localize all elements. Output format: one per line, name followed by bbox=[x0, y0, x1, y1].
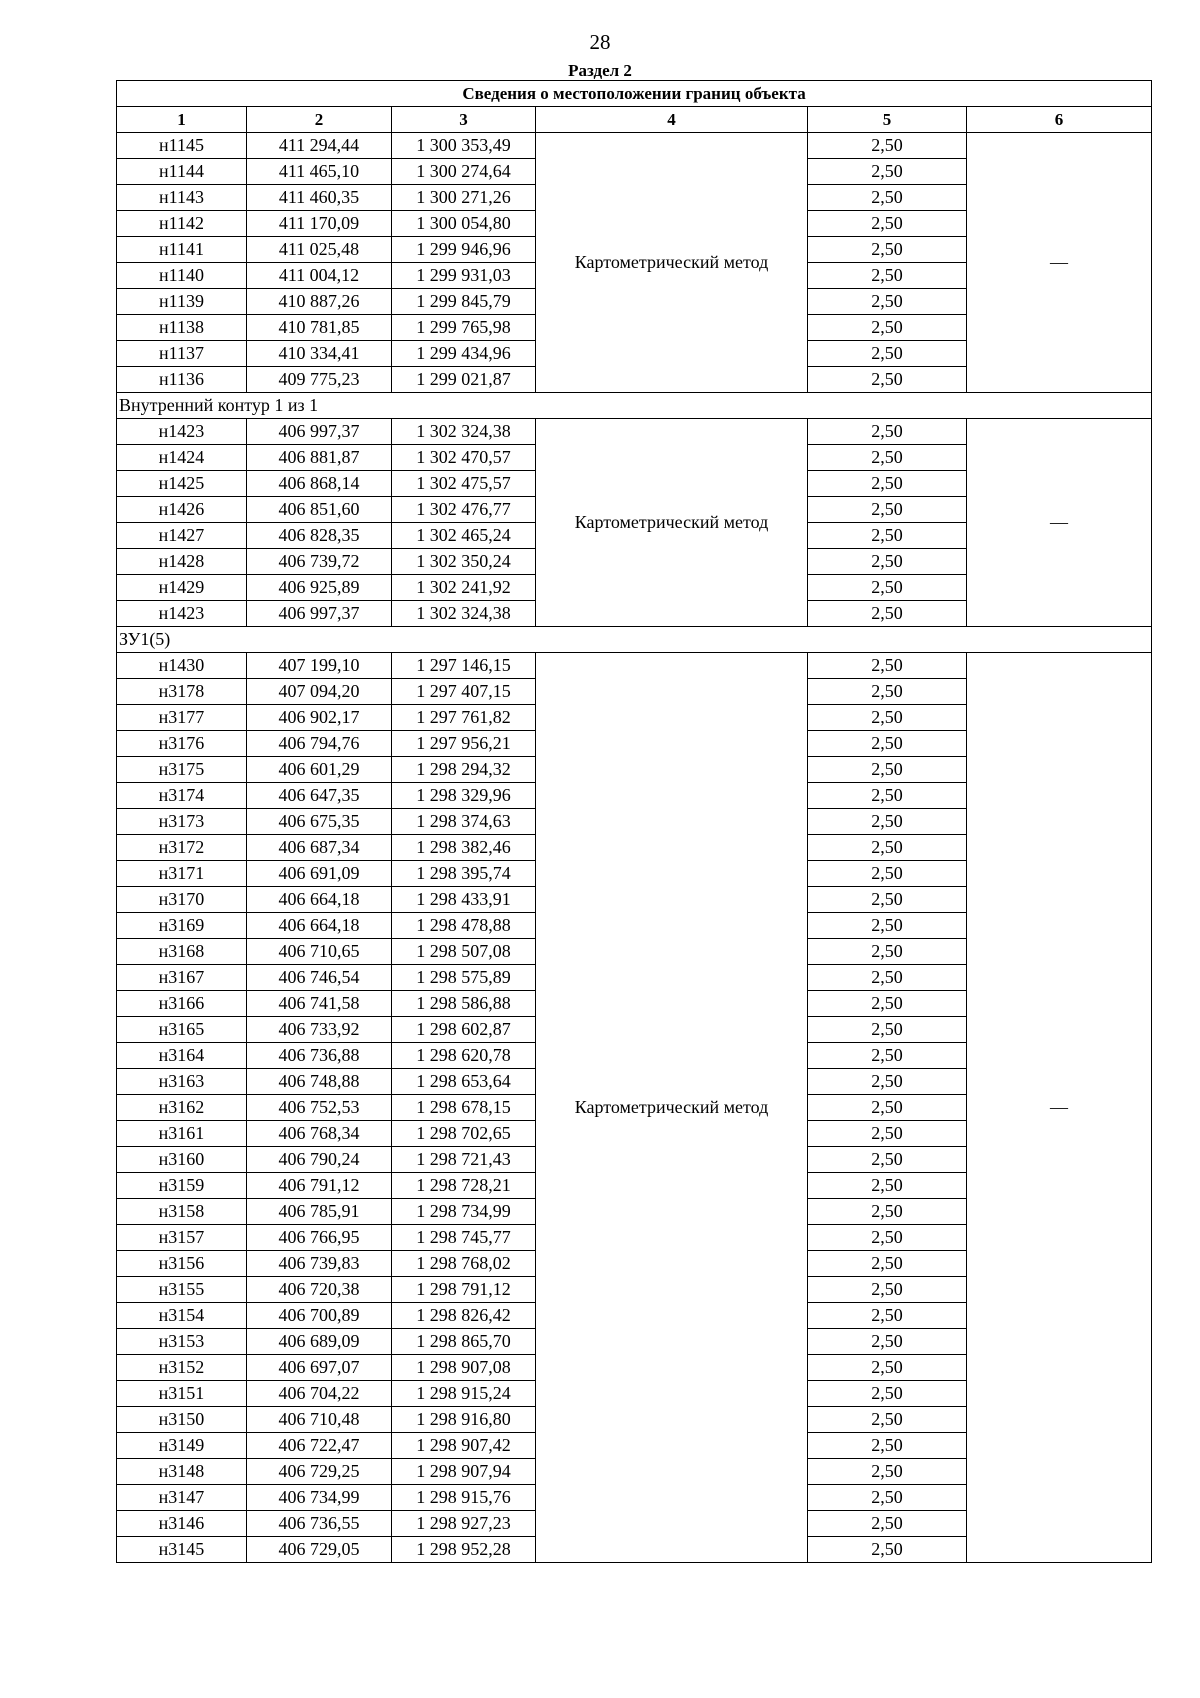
precision-value: 2,50 bbox=[808, 523, 967, 549]
coordinate-y: 1 298 678,15 bbox=[392, 1095, 536, 1121]
precision-value: 2,50 bbox=[808, 1329, 967, 1355]
coordinate-x: 410 781,85 bbox=[247, 315, 392, 341]
coordinate-y: 1 298 374,63 bbox=[392, 809, 536, 835]
coordinate-y: 1 298 329,96 bbox=[392, 783, 536, 809]
point-name: н3155 bbox=[117, 1277, 247, 1303]
coordinate-x: 406 704,22 bbox=[247, 1381, 392, 1407]
precision-value: 2,50 bbox=[808, 1251, 967, 1277]
coordinate-x: 406 748,88 bbox=[247, 1069, 392, 1095]
precision-value: 2,50 bbox=[808, 1407, 967, 1433]
precision-value: 2,50 bbox=[808, 1147, 967, 1173]
coordinate-x: 406 729,05 bbox=[247, 1537, 392, 1563]
column-number: 6 bbox=[967, 107, 1152, 133]
precision-value: 2,50 bbox=[808, 679, 967, 705]
coordinate-y: 1 302 324,38 bbox=[392, 419, 536, 445]
precision-value: 2,50 bbox=[808, 991, 967, 1017]
coordinate-x: 406 828,35 bbox=[247, 523, 392, 549]
precision-value: 2,50 bbox=[808, 731, 967, 757]
coordinate-y: 1 300 054,80 bbox=[392, 211, 536, 237]
coordinate-y: 1 299 845,79 bbox=[392, 289, 536, 315]
point-name: н1137 bbox=[117, 341, 247, 367]
precision-value: 2,50 bbox=[808, 159, 967, 185]
coordinate-x: 406 689,09 bbox=[247, 1329, 392, 1355]
point-name: н3175 bbox=[117, 757, 247, 783]
coordinate-x: 406 736,88 bbox=[247, 1043, 392, 1069]
point-name: н3176 bbox=[117, 731, 247, 757]
coordinate-y: 1 298 865,70 bbox=[392, 1329, 536, 1355]
coordinate-y: 1 302 324,38 bbox=[392, 601, 536, 627]
precision-value: 2,50 bbox=[808, 549, 967, 575]
coordinate-y: 1 302 465,24 bbox=[392, 523, 536, 549]
precision-value: 2,50 bbox=[808, 653, 967, 679]
point-name: н3169 bbox=[117, 913, 247, 939]
coordinate-y: 1 298 734,99 bbox=[392, 1199, 536, 1225]
coordinate-x: 406 710,48 bbox=[247, 1407, 392, 1433]
precision-value: 2,50 bbox=[808, 861, 967, 887]
coordinate-y: 1 298 907,94 bbox=[392, 1459, 536, 1485]
coordinate-y: 1 298 602,87 bbox=[392, 1017, 536, 1043]
coordinate-x: 406 794,76 bbox=[247, 731, 392, 757]
point-name: н3166 bbox=[117, 991, 247, 1017]
point-name: н3159 bbox=[117, 1173, 247, 1199]
precision-value: 2,50 bbox=[808, 1511, 967, 1537]
coordinate-y: 1 298 907,42 bbox=[392, 1433, 536, 1459]
coordinate-y: 1 302 476,77 bbox=[392, 497, 536, 523]
precision-value: 2,50 bbox=[808, 1069, 967, 1095]
point-name: н3173 bbox=[117, 809, 247, 835]
column-number: 2 bbox=[247, 107, 392, 133]
coordinate-x: 409 775,23 bbox=[247, 367, 392, 393]
coordinate-y: 1 298 927,23 bbox=[392, 1511, 536, 1537]
point-name: н1136 bbox=[117, 367, 247, 393]
coordinate-y: 1 298 294,32 bbox=[392, 757, 536, 783]
coordinate-y: 1 298 768,02 bbox=[392, 1251, 536, 1277]
coordinate-x: 411 465,10 bbox=[247, 159, 392, 185]
table-row bbox=[117, 133, 1152, 159]
contour-label-row bbox=[117, 393, 1152, 419]
precision-value: 2,50 bbox=[808, 237, 967, 263]
coordinate-x: 406 902,17 bbox=[247, 705, 392, 731]
precision-value: 2,50 bbox=[808, 471, 967, 497]
point-name: н3177 bbox=[117, 705, 247, 731]
point-name: н1143 bbox=[117, 185, 247, 211]
precision-value: 2,50 bbox=[808, 1277, 967, 1303]
coordinate-y: 1 302 470,57 bbox=[392, 445, 536, 471]
method-cell: Картометрический метод bbox=[536, 419, 808, 627]
coordinate-x: 407 199,10 bbox=[247, 653, 392, 679]
precision-value: 2,50 bbox=[808, 445, 967, 471]
point-name: н3170 bbox=[117, 887, 247, 913]
coordinate-y: 1 302 241,92 bbox=[392, 575, 536, 601]
precision-value: 2,50 bbox=[808, 419, 967, 445]
coordinate-y: 1 297 146,15 bbox=[392, 653, 536, 679]
precision-value: 2,50 bbox=[808, 341, 967, 367]
precision-value: 2,50 bbox=[808, 939, 967, 965]
point-name: н3146 bbox=[117, 1511, 247, 1537]
precision-value: 2,50 bbox=[808, 1459, 967, 1485]
point-name: н3158 bbox=[117, 1199, 247, 1225]
point-name: н1425 bbox=[117, 471, 247, 497]
point-name: н3149 bbox=[117, 1433, 247, 1459]
precision-value: 2,50 bbox=[808, 783, 967, 809]
point-name: н3160 bbox=[117, 1147, 247, 1173]
point-name: н3163 bbox=[117, 1069, 247, 1095]
coordinate-x: 406 790,24 bbox=[247, 1147, 392, 1173]
coordinate-x: 406 785,91 bbox=[247, 1199, 392, 1225]
point-name: н3147 bbox=[117, 1485, 247, 1511]
coordinate-x: 406 881,87 bbox=[247, 445, 392, 471]
point-name: н1424 bbox=[117, 445, 247, 471]
precision-value: 2,50 bbox=[808, 887, 967, 913]
coordinate-x: 406 700,89 bbox=[247, 1303, 392, 1329]
column-number: 4 bbox=[536, 107, 808, 133]
column-number: 3 bbox=[392, 107, 536, 133]
point-name: н1427 bbox=[117, 523, 247, 549]
table-row bbox=[117, 419, 1152, 445]
contour-label: Внутренний контур 1 из 1 bbox=[117, 393, 1152, 419]
precision-value: 2,50 bbox=[808, 1225, 967, 1251]
precision-value: 2,50 bbox=[808, 1433, 967, 1459]
coordinate-x: 406 768,34 bbox=[247, 1121, 392, 1147]
precision-value: 2,50 bbox=[808, 965, 967, 991]
coordinate-y: 1 298 575,89 bbox=[392, 965, 536, 991]
point-name: н3153 bbox=[117, 1329, 247, 1355]
coordinate-y: 1 300 271,26 bbox=[392, 185, 536, 211]
coordinate-x: 411 025,48 bbox=[247, 237, 392, 263]
coordinate-x: 406 739,72 bbox=[247, 549, 392, 575]
note-cell: — bbox=[967, 419, 1152, 627]
precision-value: 2,50 bbox=[808, 1537, 967, 1563]
point-name: н3152 bbox=[117, 1355, 247, 1381]
coordinate-x: 406 720,38 bbox=[247, 1277, 392, 1303]
point-name: н3156 bbox=[117, 1251, 247, 1277]
coordinate-x: 406 601,29 bbox=[247, 757, 392, 783]
precision-value: 2,50 bbox=[808, 1017, 967, 1043]
coordinate-y: 1 298 620,78 bbox=[392, 1043, 536, 1069]
point-name: н3154 bbox=[117, 1303, 247, 1329]
coordinate-x: 407 094,20 bbox=[247, 679, 392, 705]
precision-value: 2,50 bbox=[808, 1121, 967, 1147]
coordinate-y: 1 298 586,88 bbox=[392, 991, 536, 1017]
coordinate-x: 410 334,41 bbox=[247, 341, 392, 367]
coordinate-y: 1 297 956,21 bbox=[392, 731, 536, 757]
point-name: н3178 bbox=[117, 679, 247, 705]
precision-value: 2,50 bbox=[808, 705, 967, 731]
precision-value: 2,50 bbox=[808, 1381, 967, 1407]
point-name: н3162 bbox=[117, 1095, 247, 1121]
precision-value: 2,50 bbox=[808, 913, 967, 939]
page-number: 28 bbox=[589, 30, 611, 54]
precision-value: 2,50 bbox=[808, 133, 967, 159]
coordinate-y: 1 299 021,87 bbox=[392, 367, 536, 393]
section-title: Раздел 2 bbox=[568, 61, 632, 80]
point-name: н1423 bbox=[117, 601, 247, 627]
coordinate-x: 406 664,18 bbox=[247, 913, 392, 939]
point-name: н1428 bbox=[117, 549, 247, 575]
coordinate-y: 1 297 407,15 bbox=[392, 679, 536, 705]
point-name: н1429 bbox=[117, 575, 247, 601]
coordinate-y: 1 297 761,82 bbox=[392, 705, 536, 731]
coordinate-x: 406 752,53 bbox=[247, 1095, 392, 1121]
coordinate-y: 1 298 382,46 bbox=[392, 835, 536, 861]
point-name: н3165 bbox=[117, 1017, 247, 1043]
precision-value: 2,50 bbox=[808, 835, 967, 861]
boundary-coordinates-table bbox=[116, 80, 1152, 1563]
coordinate-y: 1 299 931,03 bbox=[392, 263, 536, 289]
point-name: н3171 bbox=[117, 861, 247, 887]
method-cell: Картометрический метод bbox=[536, 653, 808, 1563]
coordinate-x: 406 851,60 bbox=[247, 497, 392, 523]
coordinate-x: 406 664,18 bbox=[247, 887, 392, 913]
coordinate-x: 406 739,83 bbox=[247, 1251, 392, 1277]
coordinate-y: 1 298 915,24 bbox=[392, 1381, 536, 1407]
point-name: н3167 bbox=[117, 965, 247, 991]
coordinate-x: 406 925,89 bbox=[247, 575, 392, 601]
precision-value: 2,50 bbox=[808, 315, 967, 341]
coordinate-x: 406 691,09 bbox=[247, 861, 392, 887]
precision-value: 2,50 bbox=[808, 1095, 967, 1121]
precision-value: 2,50 bbox=[808, 575, 967, 601]
precision-value: 2,50 bbox=[808, 1043, 967, 1069]
coordinate-y: 1 300 274,64 bbox=[392, 159, 536, 185]
point-name: н1144 bbox=[117, 159, 247, 185]
coordinate-y: 1 299 434,96 bbox=[392, 341, 536, 367]
coordinate-x: 411 170,09 bbox=[247, 211, 392, 237]
coordinate-x: 406 997,37 bbox=[247, 419, 392, 445]
point-name: н1139 bbox=[117, 289, 247, 315]
precision-value: 2,50 bbox=[808, 1199, 967, 1225]
coordinate-y: 1 298 728,21 bbox=[392, 1173, 536, 1199]
coordinate-x: 406 766,95 bbox=[247, 1225, 392, 1251]
point-name: н3151 bbox=[117, 1381, 247, 1407]
contour-label-row bbox=[117, 627, 1152, 653]
coordinate-y: 1 298 915,76 bbox=[392, 1485, 536, 1511]
coordinate-x: 411 004,12 bbox=[247, 263, 392, 289]
precision-value: 2,50 bbox=[808, 211, 967, 237]
precision-value: 2,50 bbox=[808, 1303, 967, 1329]
column-number: 5 bbox=[808, 107, 967, 133]
coordinate-x: 406 687,34 bbox=[247, 835, 392, 861]
point-name: н1141 bbox=[117, 237, 247, 263]
column-number-row bbox=[117, 107, 1152, 133]
note-cell: — bbox=[967, 653, 1152, 1563]
point-name: н1145 bbox=[117, 133, 247, 159]
coordinate-y: 1 298 826,42 bbox=[392, 1303, 536, 1329]
coordinate-y: 1 298 952,28 bbox=[392, 1537, 536, 1563]
coordinate-y: 1 298 433,91 bbox=[392, 887, 536, 913]
column-number: 1 bbox=[117, 107, 247, 133]
precision-value: 2,50 bbox=[808, 263, 967, 289]
coordinate-x: 406 741,58 bbox=[247, 991, 392, 1017]
coordinate-y: 1 299 765,98 bbox=[392, 315, 536, 341]
precision-value: 2,50 bbox=[808, 601, 967, 627]
coordinate-y: 1 299 946,96 bbox=[392, 237, 536, 263]
coordinate-x: 406 734,99 bbox=[247, 1485, 392, 1511]
coordinate-y: 1 300 353,49 bbox=[392, 133, 536, 159]
coordinate-y: 1 302 475,57 bbox=[392, 471, 536, 497]
coordinate-x: 406 697,07 bbox=[247, 1355, 392, 1381]
precision-value: 2,50 bbox=[808, 185, 967, 211]
point-name: н3150 bbox=[117, 1407, 247, 1433]
coordinate-x: 411 294,44 bbox=[247, 133, 392, 159]
coordinate-x: 411 460,35 bbox=[247, 185, 392, 211]
coordinate-x: 406 729,25 bbox=[247, 1459, 392, 1485]
coordinate-x: 406 736,55 bbox=[247, 1511, 392, 1537]
precision-value: 2,50 bbox=[808, 1173, 967, 1199]
coordinate-y: 1 298 907,08 bbox=[392, 1355, 536, 1381]
coordinate-x: 410 887,26 bbox=[247, 289, 392, 315]
coordinate-x: 406 647,35 bbox=[247, 783, 392, 809]
coordinate-x: 406 868,14 bbox=[247, 471, 392, 497]
table-caption: Сведения о местоположении границ объекта bbox=[117, 81, 1152, 107]
coordinate-y: 1 298 721,43 bbox=[392, 1147, 536, 1173]
precision-value: 2,50 bbox=[808, 289, 967, 315]
point-name: н3172 bbox=[117, 835, 247, 861]
coordinate-x: 406 733,92 bbox=[247, 1017, 392, 1043]
coordinate-y: 1 298 507,08 bbox=[392, 939, 536, 965]
table-caption-row bbox=[117, 81, 1152, 107]
point-name: н3145 bbox=[117, 1537, 247, 1563]
coordinate-y: 1 298 791,12 bbox=[392, 1277, 536, 1303]
coordinate-x: 406 722,47 bbox=[247, 1433, 392, 1459]
coordinate-y: 1 298 478,88 bbox=[392, 913, 536, 939]
precision-value: 2,50 bbox=[808, 367, 967, 393]
coordinate-y: 1 298 702,65 bbox=[392, 1121, 536, 1147]
point-name: н3168 bbox=[117, 939, 247, 965]
coordinate-y: 1 298 916,80 bbox=[392, 1407, 536, 1433]
point-name: н1140 bbox=[117, 263, 247, 289]
precision-value: 2,50 bbox=[808, 809, 967, 835]
point-name: н1423 bbox=[117, 419, 247, 445]
coordinate-y: 1 298 745,77 bbox=[392, 1225, 536, 1251]
point-name: н3161 bbox=[117, 1121, 247, 1147]
point-name: н3157 bbox=[117, 1225, 247, 1251]
contour-label: ЗУ1(5) bbox=[117, 627, 1152, 653]
coordinate-y: 1 298 395,74 bbox=[392, 861, 536, 887]
precision-value: 2,50 bbox=[808, 1485, 967, 1511]
point-name: н3148 bbox=[117, 1459, 247, 1485]
precision-value: 2,50 bbox=[808, 757, 967, 783]
coordinate-x: 406 746,54 bbox=[247, 965, 392, 991]
point-name: н3164 bbox=[117, 1043, 247, 1069]
precision-value: 2,50 bbox=[808, 497, 967, 523]
method-cell: Картометрический метод bbox=[536, 133, 808, 393]
coordinate-x: 406 997,37 bbox=[247, 601, 392, 627]
coordinate-y: 1 298 653,64 bbox=[392, 1069, 536, 1095]
point-name: н1430 bbox=[117, 653, 247, 679]
note-cell: — bbox=[967, 133, 1152, 393]
coordinate-x: 406 710,65 bbox=[247, 939, 392, 965]
coordinate-x: 406 675,35 bbox=[247, 809, 392, 835]
point-name: н1138 bbox=[117, 315, 247, 341]
point-name: н3174 bbox=[117, 783, 247, 809]
coordinate-x: 406 791,12 bbox=[247, 1173, 392, 1199]
point-name: н1426 bbox=[117, 497, 247, 523]
point-name: н1142 bbox=[117, 211, 247, 237]
precision-value: 2,50 bbox=[808, 1355, 967, 1381]
table-row bbox=[117, 653, 1152, 679]
coordinate-y: 1 302 350,24 bbox=[392, 549, 536, 575]
